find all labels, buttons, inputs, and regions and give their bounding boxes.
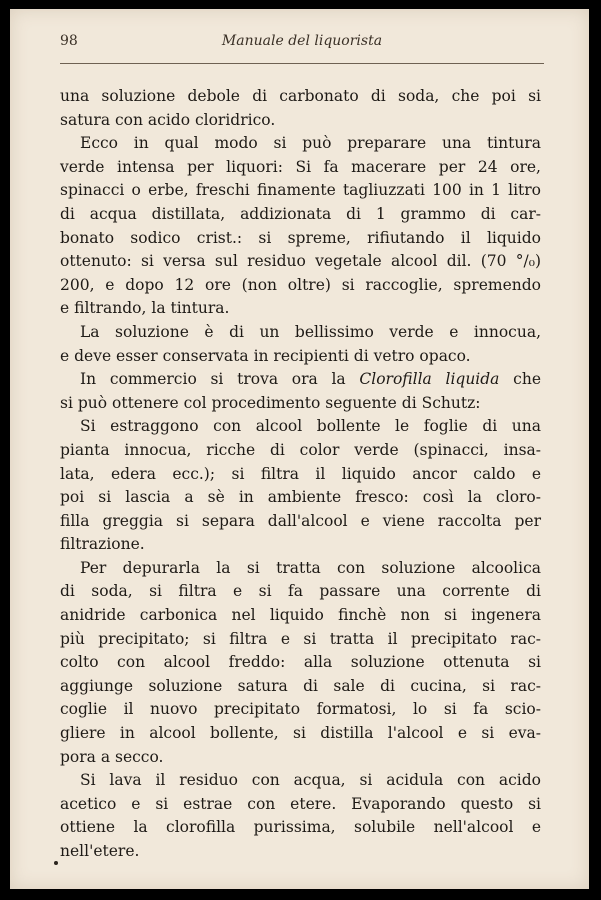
page-body <box>60 85 541 864</box>
text-line: 200, e dopo 12 ore (non oltre) si raccoglie, spremendo <box>60 275 541 294</box>
paragraph <box>60 368 541 415</box>
text-line: ottenuto: si versa sul residuo vegetale alcool dil. (70 °/₀) <box>60 252 541 271</box>
header-rule <box>60 63 544 64</box>
page-number: 98 <box>60 33 78 49</box>
text-line: aggiunge soluzione satura di sale di cucina, si rac- <box>60 676 541 695</box>
text-line: pora a secco. <box>60 747 164 766</box>
text-line: filtrazione. <box>60 535 145 554</box>
text-line: gliere in alcool bollente, si distilla l'alcool e si eva- <box>60 724 541 743</box>
text-line: si può ottenere col procedimento seguente di Schutz: <box>60 393 481 412</box>
paragraph <box>60 321 541 368</box>
book-page <box>10 9 589 889</box>
text-line: nell'etere. <box>60 842 140 860</box>
text-line: coglie il nuovo precipitato formatosi, lo si fa scio- <box>60 700 541 719</box>
ink-dot <box>54 861 58 865</box>
paragraph <box>60 85 541 132</box>
product-name: Clorofilla liquida <box>359 370 500 389</box>
text-line: Si lava il residuo con acqua, si acidula con acido <box>80 771 541 790</box>
text-line: Ecco in qual modo si può preparare una tintura <box>80 134 541 153</box>
page-header <box>60 33 544 55</box>
text-line: una soluzione debole di carbonato di soda, che poi si <box>60 87 541 105</box>
text-line: bonato sodico crist.: si spreme, rifiutando il liquido <box>60 228 541 247</box>
text-fragment: che <box>513 370 541 389</box>
text-line: e deve esser conservata in recipienti di vetro opaco. <box>60 346 471 365</box>
text-line: di soda, si filtra e si fa passare una corrente di <box>60 582 541 601</box>
text-line: acetico e si estrae con etere. Evaporando questo si <box>60 794 541 813</box>
text-line: Si estraggono con alcool bollente le foglie di una <box>80 417 541 436</box>
paragraph <box>60 769 541 863</box>
text-line: spinacci o erbe, freschi finamente tagliuzzati 100 in 1 litro <box>60 181 541 200</box>
paragraph <box>60 415 541 557</box>
text-line: anidride carbonica nel liquido finchè non si ingenera <box>60 606 541 625</box>
text-line: di acqua distillata, addizionata di 1 grammo di car- <box>60 204 541 223</box>
text-fragment: In commercio si trova ora la <box>80 370 346 389</box>
text-line: Per depurarla la si tratta con soluzione alcoolica <box>80 558 541 577</box>
running-title: Manuale del liquorista <box>221 33 383 49</box>
text-line: poi si lascia a sè in ambiente fresco: così la cloro- <box>60 488 541 507</box>
text-line: La soluzione è di un bellissimo verde e innocua, <box>80 322 541 341</box>
text-line: satura con acido cloridrico. <box>60 110 276 129</box>
text-line: e filtrando, la tintura. <box>60 299 230 318</box>
paragraph <box>60 132 541 321</box>
text-line: verde intensa per liquori: Si fa macerare per 24 ore, <box>60 157 541 176</box>
text-line: pianta innocua, ricche di color verde (spinacci, insa- <box>60 440 541 459</box>
text-line <box>60 368 541 392</box>
text-line: fillа greggia si separa dall'alcool e viene raccolta per <box>60 511 541 530</box>
paragraph <box>60 557 541 769</box>
text-line: più precipitato; si filtra e si tratta il precipitato rac- <box>60 629 541 648</box>
text-line: ottiene la clorofilla purissima, solubile nell'alcool e <box>60 818 541 837</box>
text-line: lata, edera ecc.); si filtra il liquido ancor caldo e <box>60 464 541 483</box>
text-line: colto con alcool freddo: alla soluzione ottenuta si <box>60 653 541 672</box>
